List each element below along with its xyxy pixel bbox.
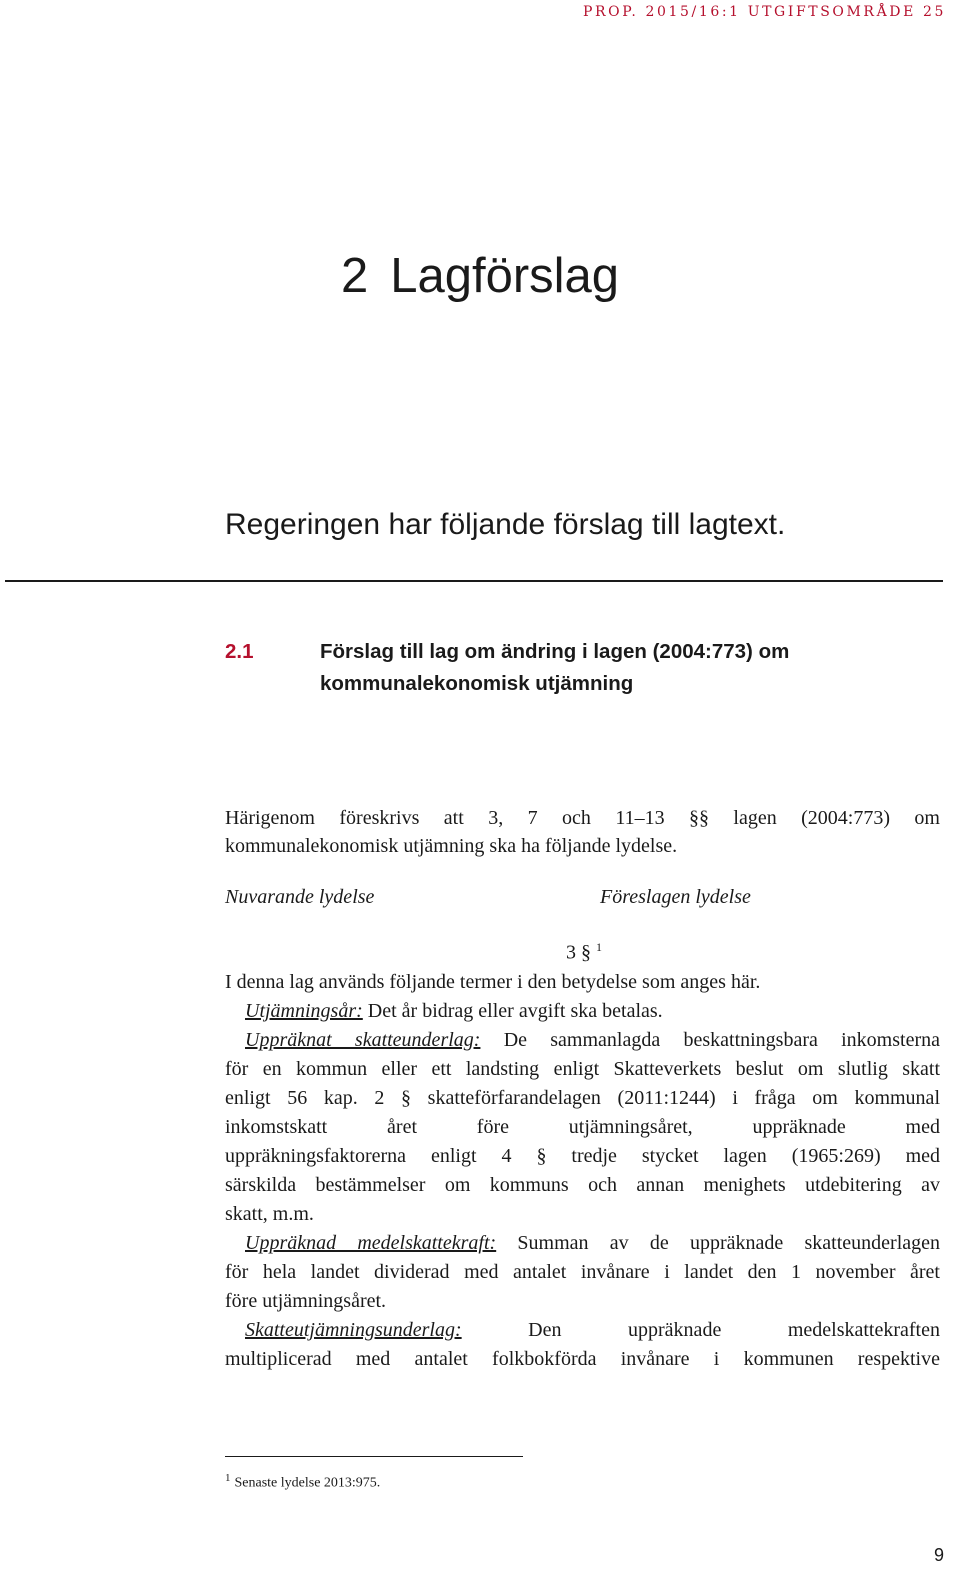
footnote bbox=[225, 1472, 380, 1492]
column-heading-proposed: Föreslagen lydelse bbox=[600, 886, 751, 908]
paragraph-number: 3 § bbox=[566, 941, 591, 964]
column-heading-current: Nuvarande lydelse bbox=[225, 886, 375, 908]
definition-skatteutjamningsunderlag bbox=[245, 1316, 940, 1345]
section-number: 2.1 bbox=[225, 640, 254, 663]
body-line: skatt, m.m. bbox=[225, 1203, 314, 1225]
section-title: Förslag till lag om ändring i lagen (2004:773) om kommunalekonomisk utjämning bbox=[320, 640, 790, 695]
body-line: före utjämningsåret. bbox=[225, 1290, 387, 1312]
body-line: för en kommun eller ett landsting enligt Skatteverkets beslut om slutlig skatt bbox=[225, 1058, 940, 1080]
term-utjamningsar: Utjämningsår: bbox=[245, 1000, 363, 1022]
term-skatteutjamningsunderlag: Skatteutjämningsunderlag: bbox=[245, 1319, 462, 1341]
preamble-line-2: kommunalekonomisk utjämning ska ha följande lydelse. bbox=[225, 835, 678, 857]
definition-text: De sammanlagda beskattningsbara inkomsterna bbox=[480, 1029, 940, 1051]
chapter-title bbox=[0, 248, 960, 304]
definition-uppraknat-skatteunderlag bbox=[245, 1026, 940, 1055]
body-line: multiplicerad med antalet folkbokförda invånare i kommunen respektive bbox=[225, 1348, 940, 1370]
running-header: PROP. 2015/16:1 UTGIFTSOMRÅDE 25 bbox=[582, 4, 946, 20]
definition-text: Summan av de uppräknade skatteunderlagen bbox=[496, 1232, 941, 1254]
page-number: 9 bbox=[933, 1545, 944, 1565]
definition-text: Det år bidrag eller avgift ska betalas. bbox=[362, 1000, 663, 1022]
definition-text: Den uppräknade medelskattekraften bbox=[461, 1319, 940, 1341]
footnote-mark: 1 bbox=[225, 1472, 231, 1484]
term-uppraknad-medelskattekraft: Uppräknad medelskattekraft: bbox=[245, 1232, 497, 1254]
preamble-line-1: Härigenom föreskrivs att 3, 7 och 11–13 §§ lagen (2004:773) om bbox=[225, 807, 940, 829]
body-line: för hela landet dividerad med antalet invånare i landet den 1 november året bbox=[225, 1261, 940, 1283]
chapter-title-text: Lagförslag bbox=[390, 249, 620, 303]
body-line: enligt 56 kap. 2 § skatteförfarandelagen (2011:1244) i fråga om kommunal bbox=[225, 1087, 940, 1109]
footnote-reference: 1 bbox=[596, 940, 602, 954]
body-line: inkomstskatt året före utjämningsåret, uppräknade med bbox=[225, 1116, 940, 1138]
body-line: särskilda bestämmelser om kommuns och annan menighets utdebitering av bbox=[225, 1174, 940, 1196]
chapter-number: 2 bbox=[340, 249, 369, 303]
horizontal-rule bbox=[5, 580, 943, 582]
definition-uppraknad-medelskattekraft bbox=[245, 1229, 940, 1258]
paragraph-label bbox=[566, 940, 602, 965]
body-line: uppräkningsfaktorerna enligt 4 § tredje stycket lagen (1965:269) med bbox=[225, 1145, 940, 1167]
term-uppraknat-skatteunderlag: Uppräknat skatteunderlag: bbox=[245, 1029, 481, 1051]
definition-utjamningsar bbox=[245, 997, 940, 1026]
chapter-intro: Regeringen har följande förslag till lagtext. bbox=[225, 508, 786, 541]
footnote-separator bbox=[225, 1456, 523, 1457]
footnote-text: Senaste lydelse 2013:975. bbox=[234, 1475, 381, 1491]
body-line-1: I denna lag används följande termer i den betydelse som anges här. bbox=[225, 971, 761, 993]
